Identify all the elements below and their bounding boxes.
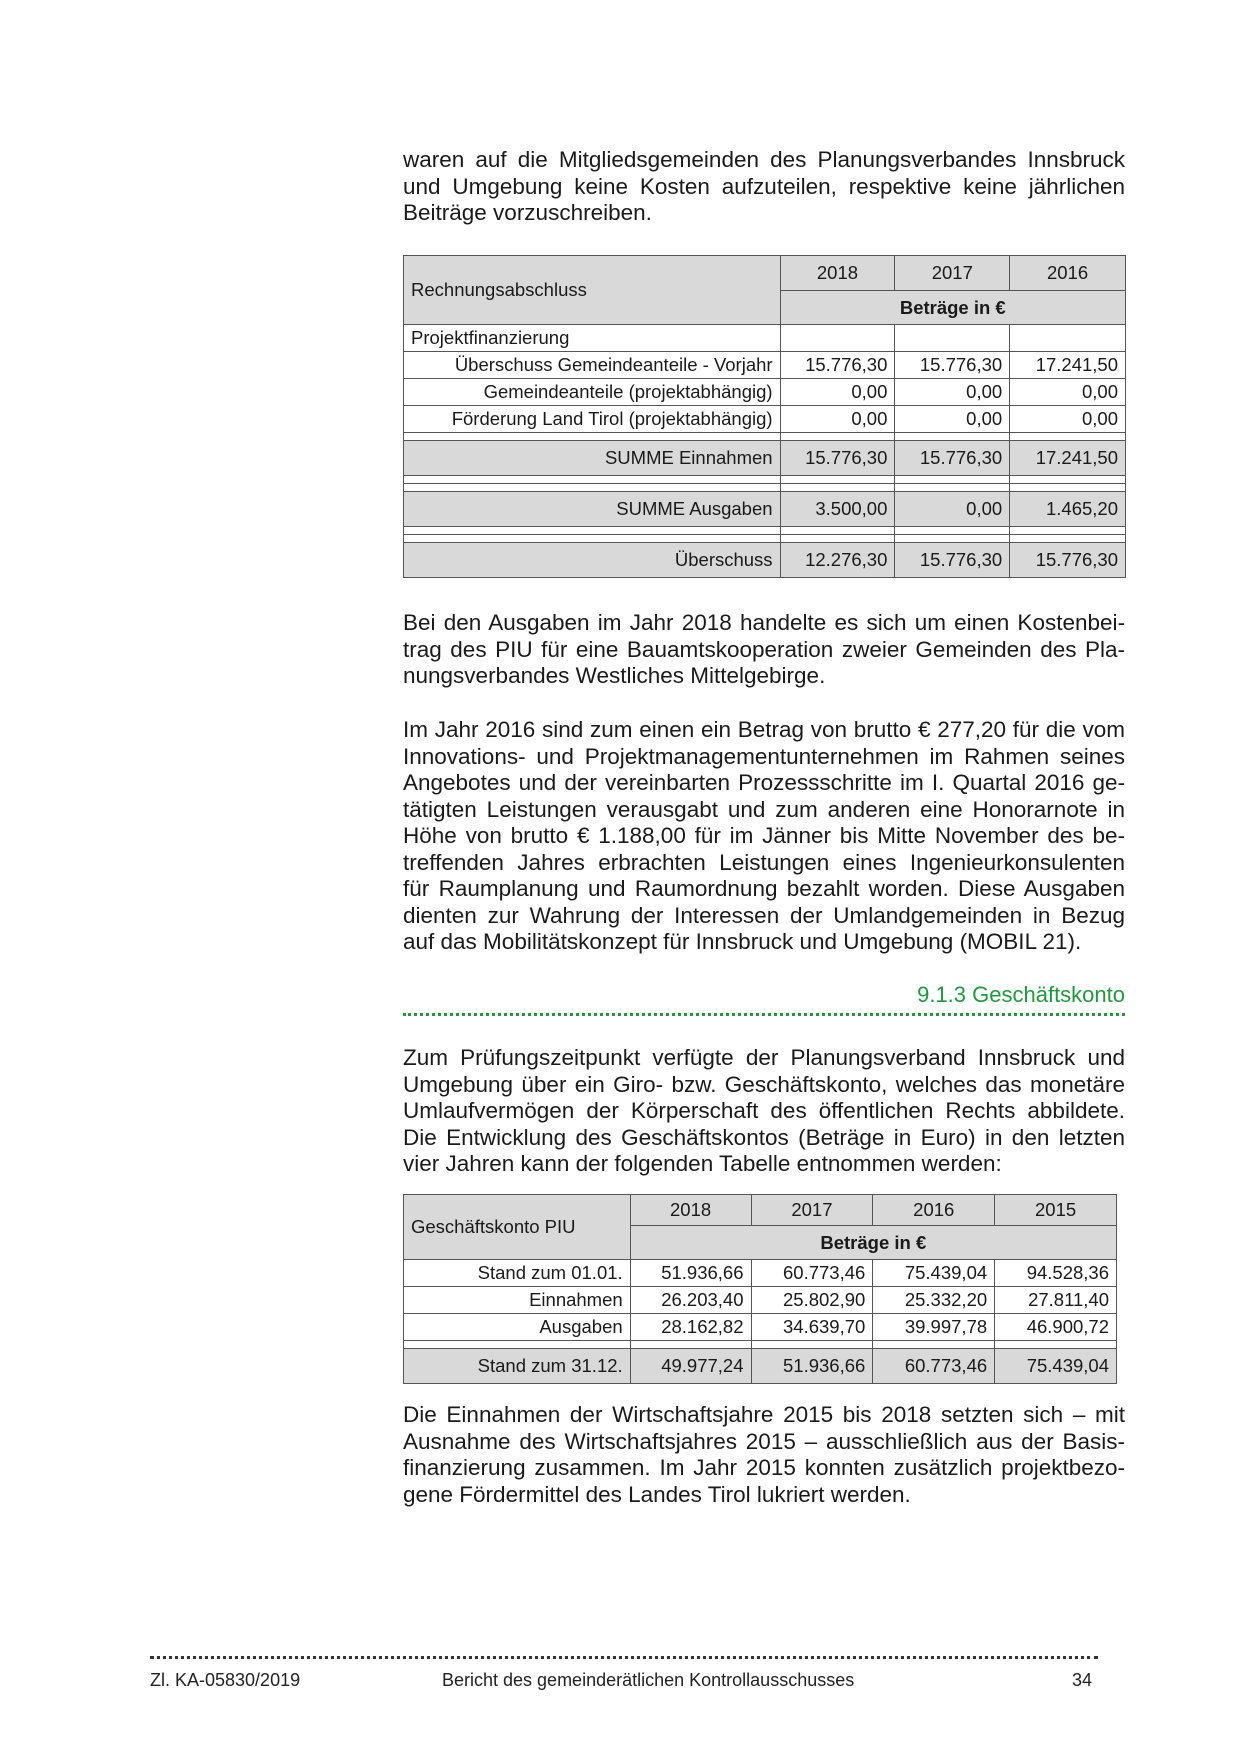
year-header: 2018 (630, 1195, 751, 1226)
text-line: Die Entwicklung des Geschäftskontos (Beträge in Euro) in den letzten (403, 1124, 1125, 1150)
text-line: Bei den Ausgaben im Jahr 2018 handelte es sich um einen Kostenbei- (403, 610, 1125, 635)
paragraph-expenses-2018 (403, 610, 1125, 690)
text-line: Im Jahr 2016 sind zum einen ein Betrag von brutto € 277,20 für die vom (403, 717, 1125, 742)
text-line: Ausnahme des Wirtschaftsjahres 2015 – ausschließlich aus der Basis- (403, 1428, 1125, 1454)
text-line: Umgebung über ein Giro- bzw. Geschäftskonto, welches das monetäre (403, 1071, 1125, 1097)
text-line: Angebotes und der vereinbarten Prozessschritte im I. Quartal 2016 ge- (403, 770, 1125, 795)
financial-statement-table (403, 255, 1126, 578)
footer-title: Bericht des gemeinderätlichen Kontrollausschusses (442, 1670, 855, 1690)
table-row: Gemeindeanteile (projektabhängig) 0,00 0,00 0,00 (404, 379, 1126, 406)
table-row: Ausgaben 28.162,82 34.639,70 39.997,78 46.900,72 (404, 1314, 1117, 1341)
year-header: 2018 (780, 256, 895, 291)
text-line: dienten zur Wahrung der Interessen der Umlandgemeinden in Bezug (403, 902, 1125, 928)
text-line: Höhe von brutto € 1.188,00 für im Jänner bis Mitte November des be- (403, 823, 1125, 848)
year-header: 2016 (1010, 256, 1126, 291)
business-account-table (403, 1194, 1117, 1384)
text-line: nungsverbandes Westliches Mittelgebirge. (403, 663, 826, 688)
table-header-label: Rechnungsabschluss (404, 256, 781, 325)
year-header: 2017 (895, 256, 1010, 291)
paragraph-2016 (403, 717, 1125, 956)
table-row: Stand zum 01.01. 51.936,66 60.773,46 75.439,04 94.528,36 (404, 1260, 1117, 1287)
unit-label: Beträge in € (780, 291, 1125, 325)
closing-balance-row: Stand zum 31.12. 49.977,24 51.936,66 60.773,46 75.439,04 (404, 1349, 1117, 1384)
text-line: vier Jahren kann der folgenden Tabelle entnommen werden: (403, 1151, 1002, 1176)
text-line: gene Fördermittel des Landes Tirol lukriert werden. (403, 1481, 911, 1507)
text-line: tätigten Leistungen verausgabt und zum anderen eine Honorarnote in (403, 796, 1125, 822)
sum-expenses-row: SUMME Ausgaben 3.500,00 0,00 1.465,20 (404, 492, 1126, 527)
footer-divider (150, 1656, 1098, 1659)
text-line: auf das Mobilitätskonzept für Innsbruck und Umgebung (MOBIL 21). (403, 929, 1082, 954)
table-row: Einnahmen 26.203,40 25.802,90 25.332,20 27.811,40 (404, 1287, 1117, 1314)
text-line: und Umgebung keine Kosten aufzuteilen, respektive keine jährlichen (403, 173, 1125, 199)
footer-reference: Zl. KA-05830/2019 (150, 1670, 301, 1690)
year-header: 2017 (751, 1195, 873, 1226)
heading-divider (403, 1013, 1125, 1016)
table-header-label: Geschäftskonto PIU (404, 1195, 631, 1260)
paragraph-business-account (403, 1045, 1125, 1178)
table-row: Überschuss Gemeindeanteile - Vorjahr 15.776,30 15.776,30 17.241,50 (404, 352, 1126, 379)
text-line: Umlaufvermögen der Körperschaft des öffentlichen Rechts abbildete. (403, 1098, 1125, 1123)
text-line: für Raumplanung und Raumordnung bezahlt worden. Diese Ausgaben (403, 876, 1125, 901)
text-line: treffenden Jahres erbrachten Leistungen eines Ingenieurkonsulenten (403, 849, 1125, 875)
text-line: Innovations- und Projektmanagementunternehmen im Rahmen seines (403, 743, 1125, 769)
text-line: finanzierung zusammen. Im Jahr 2015 konnten zusätzlich projektbezo- (403, 1455, 1125, 1480)
text-line: Die Einnahmen der Wirtschaftsjahre 2015 bis 2018 setzten sich – mit (403, 1402, 1125, 1427)
section-label: Projektfinanzierung (404, 325, 781, 352)
year-header: 2016 (873, 1195, 995, 1226)
section-heading: 9.1.3 Geschäftskonto (917, 982, 1125, 1007)
text-line: waren auf die Mitgliedsgemeinden des Planungsverbandes Innsbruck (403, 147, 1125, 172)
text-line: Zum Prüfungszeitpunkt verfügte der Planungsverband Innsbruck und (403, 1045, 1125, 1070)
year-header: 2015 (995, 1195, 1117, 1226)
intro-paragraph (403, 147, 1125, 227)
table-row: Förderung Land Tirol (projektabhängig) 0,00 0,00 0,00 (404, 406, 1126, 433)
surplus-row: Überschuss 12.276,30 15.776,30 15.776,30 (404, 543, 1126, 578)
page-number: 34 (1072, 1670, 1093, 1690)
unit-label: Beträge in € (630, 1226, 1116, 1260)
sum-income-row: SUMME Einnahmen 15.776,30 15.776,30 17.241,50 (404, 441, 1126, 476)
text-line: Beiträge vorzuschreiben. (403, 200, 652, 225)
text-line: trag des PIU für eine Bauamtskooperation zweier Gemeinden des Pla- (403, 636, 1125, 662)
paragraph-income-summary (403, 1402, 1125, 1508)
